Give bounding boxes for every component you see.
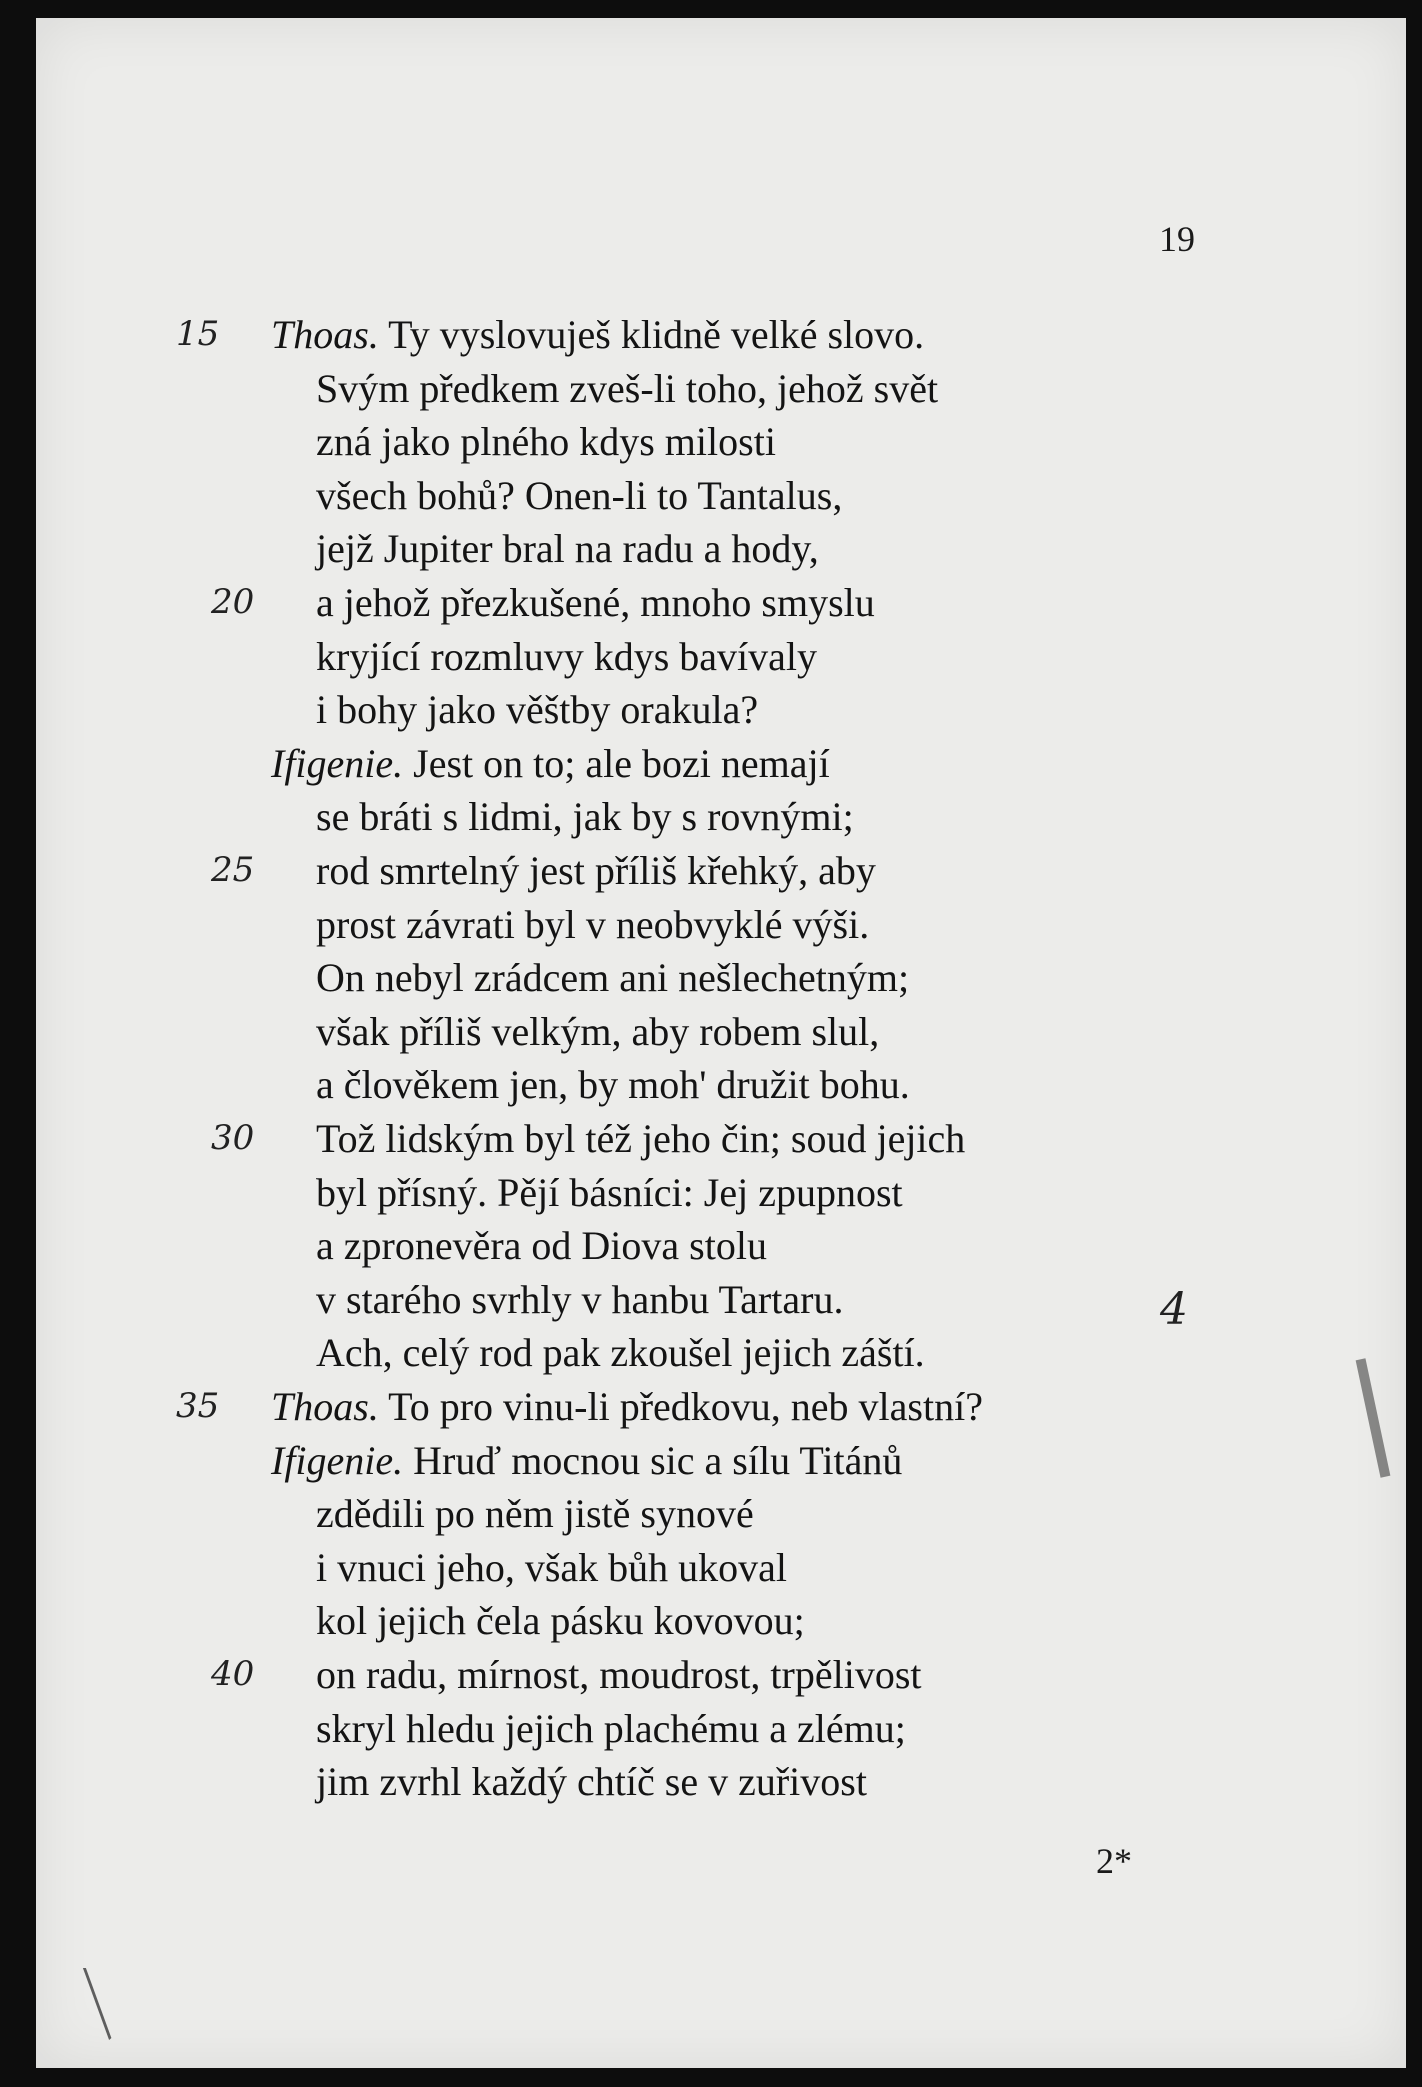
verse-line	[36, 951, 1336, 1004]
margin-note: 4	[1160, 1284, 1188, 1335]
verse-body: se bráti s lidmi, jak by s rovnými;	[316, 794, 854, 840]
verse-line	[36, 1487, 1336, 1540]
verse-text	[316, 362, 938, 415]
verse-line	[36, 469, 1336, 522]
speaker-name: Ifigenie.	[271, 1437, 404, 1483]
verse-text	[271, 1434, 902, 1487]
verse-line	[36, 576, 1336, 629]
verse-body: prost závrati byl v neobvyklé výši.	[316, 901, 870, 947]
verse-line	[36, 362, 1336, 415]
line-number: 30	[211, 1118, 255, 1158]
verse-line	[36, 1326, 1336, 1379]
verse-text	[316, 898, 869, 951]
verse-body: To pro vinu-li předkovu, neb vlastní?	[388, 1384, 983, 1429]
verse-line	[36, 737, 1336, 790]
verse-text	[316, 790, 854, 843]
verse-text	[271, 737, 830, 790]
verse-text	[316, 1219, 767, 1272]
verse-text	[316, 1594, 805, 1647]
verse-text	[271, 308, 924, 361]
verse-text	[316, 951, 909, 1004]
verse-text	[316, 1273, 843, 1326]
verse-line	[36, 1755, 1336, 1808]
verse-body: všech bohů? Onen-li to Tantalus,	[316, 472, 843, 518]
verse-text	[316, 1005, 879, 1058]
verse-body: zdědili po něm jistě synové	[316, 1491, 754, 1537]
verse-body: On nebyl zrádcem ani nešlechetným;	[316, 955, 910, 1001]
verse-line	[36, 415, 1336, 468]
verse-text	[316, 844, 876, 897]
verse-text	[316, 683, 758, 736]
verse-text	[316, 522, 819, 575]
verse-body: Hruď mocnou sic a sílu Titánů	[413, 1437, 903, 1483]
verse-line	[36, 1434, 1336, 1487]
verse-text	[316, 630, 817, 683]
verse-line	[36, 1648, 1336, 1701]
verse-text	[316, 1487, 754, 1540]
verse-text	[316, 469, 842, 522]
verse-line	[36, 1058, 1336, 1111]
verse-body: v starého svrhly v hanbu Tartaru.	[316, 1276, 844, 1322]
page-number: 19	[1159, 219, 1195, 259]
verse-line	[36, 630, 1336, 683]
verse-body: Ach, celý rod pak zkoušel jejich záští.	[316, 1330, 925, 1376]
verse-line	[36, 1112, 1336, 1165]
verse-body: Tož lidským byl též jeho čin; soud jejich	[316, 1116, 966, 1161]
verse-line	[36, 844, 1336, 897]
line-number: 40	[211, 1654, 255, 1694]
book-page	[36, 18, 1406, 2068]
verse-body: Svým předkem zveš-li toho, jehož svět	[316, 365, 939, 411]
verse-body: a jehož přezkušené, mnoho smyslu	[316, 580, 875, 625]
verse-text	[316, 1541, 787, 1594]
verse-body: on radu, mírnost, moudrost, trpělivost	[316, 1652, 922, 1697]
verse-body: byl přísný. Pějí básníci: Jej zpupnost	[316, 1169, 903, 1215]
verse-line	[36, 790, 1336, 843]
verse-body: jim zvrhl každý chtíč se v zuřivost	[316, 1759, 867, 1805]
line-number: 20	[211, 582, 255, 622]
speaker-name: Thoas.	[271, 1384, 379, 1429]
speaker-name: Thoas.	[271, 312, 379, 357]
verse-line	[36, 1005, 1336, 1058]
verse-body: a člověkem jen, by moh' družit bohu.	[316, 1062, 910, 1108]
verse-line	[36, 1380, 1336, 1433]
verse-line	[36, 898, 1336, 951]
line-number: 35	[176, 1386, 220, 1426]
speaker-name: Ifigenie.	[271, 740, 404, 786]
verse-text	[316, 1326, 925, 1379]
verse-body: Ty vyslovuješ klidně velké slovo.	[388, 312, 925, 357]
verse-text	[316, 576, 875, 629]
corner-scribble	[83, 1968, 232, 2040]
verse-line	[36, 683, 1336, 736]
verse-line	[36, 1166, 1336, 1219]
verse-text	[316, 1702, 906, 1755]
verse-text	[316, 415, 776, 468]
verse-body: i bohy jako věštby orakula?	[316, 687, 759, 733]
verse-text	[316, 1648, 922, 1701]
verse-body: i vnuci jeho, však bůh ukoval	[316, 1544, 788, 1590]
verse-line	[36, 522, 1336, 575]
verse-text	[316, 1755, 867, 1808]
verse-body: rod smrtelný jest příliš křehký, aby	[316, 848, 876, 893]
verse-line	[36, 1594, 1336, 1647]
verse-body: Jest on to; ale bozi nemají	[413, 740, 830, 786]
verse-line	[36, 1273, 1336, 1326]
verse-body: kryjící rozmluvy kdys bavívaly	[316, 633, 818, 679]
verse-body: jejž Jupiter bral na radu a hody,	[316, 526, 819, 572]
verse-body: však příliš velkým, aby robem slul,	[316, 1008, 880, 1054]
verse-text	[316, 1166, 903, 1219]
verse-line	[36, 1219, 1336, 1272]
verse-line	[36, 308, 1336, 361]
verse-body: skryl hledu jejich plachému a zlému;	[316, 1705, 906, 1751]
verse-body: a zpronevěra od Diova stolu	[316, 1223, 767, 1269]
verse-text	[316, 1058, 910, 1111]
line-number: 15	[176, 314, 220, 354]
verse-text	[316, 1112, 965, 1165]
verse-line	[36, 1541, 1336, 1594]
verse-line	[36, 1702, 1336, 1755]
verse-text	[271, 1380, 983, 1433]
signature-mark: 2*	[1096, 1841, 1132, 1881]
line-number: 25	[211, 850, 255, 890]
verse-body: zná jako plného kdys milosti	[316, 419, 776, 465]
page-edge-shadow	[1356, 1358, 1391, 1477]
verse-body: kol jejich čela pásku kovovou;	[316, 1598, 805, 1644]
